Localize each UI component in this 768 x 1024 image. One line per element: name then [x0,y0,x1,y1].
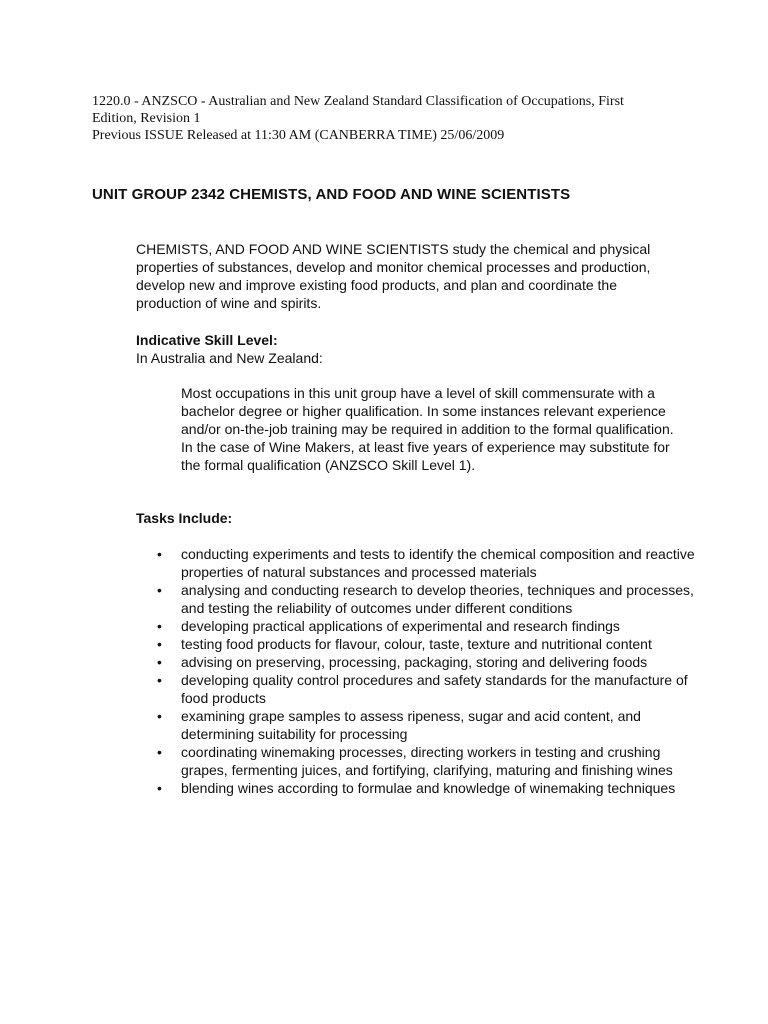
task-text: developing practical applications of experimental and research findings [181,618,620,634]
header-line-2: Edition, Revision 1 [92,111,201,126]
task-item [136,743,696,779]
bullet-icon: • [157,546,162,562]
header-line-3: Previous ISSUE Released at 11:30 AM (CANBERRA TIME) 25/06/2009 [92,128,505,143]
unit-description: CHEMISTS, AND FOOD AND WINE SCIENTISTS study the chemical and physical properties of substances, develop and monitor chemical processes and production, develop new and improve existing food products, and plan and coordinate the production of wine and spirits. [136,241,651,311]
document-header [92,93,692,144]
task-item [136,581,696,617]
bullet-icon: • [157,654,162,670]
skill-level-heading: Indicative Skill Level: [136,332,278,348]
bullet-icon: • [157,618,162,634]
task-item [136,671,696,707]
unit-group-title: UNIT GROUP 2342 CHEMISTS, AND FOOD AND WINE SCIENTISTS [92,186,571,203]
task-item [136,635,696,653]
bullet-icon: • [157,672,162,688]
task-item [136,617,696,635]
bullet-icon: • [157,582,162,598]
task-text: coordinating winemaking processes, directing workers in testing and crushing grapes, fermenting juices, and fortifying, clarifying, maturing and finishing wines [181,744,673,778]
task-item [136,779,696,797]
tasks-list [136,545,696,797]
bullet-icon: • [157,636,162,652]
tasks-heading: Tasks Include: [136,510,233,526]
skill-level-region: In Australia and New Zealand: [136,350,323,366]
task-text: advising on preserving, processing, packaging, storing and delivering foods [181,654,648,670]
task-text: developing quality control procedures and safety standards for the manufacture of food products [181,672,688,706]
task-item [136,545,696,581]
task-item [136,707,696,743]
task-text: examining grape samples to assess ripeness, sugar and acid content, and determining suitability for processing [181,708,641,742]
header-line-1: 1220.0 - ANZSCO - Australian and New Zealand Standard Classification of Occupations, First [92,94,624,109]
bullet-icon: • [157,744,162,760]
task-text: testing food products for flavour, colour, taste, texture and nutritional content [181,636,652,652]
task-text: blending wines according to formulae and knowledge of winemaking techniques [181,780,676,796]
task-text: analysing and conducting research to develop theories, techniques and processes, and testing the reliability of outcomes under different conditions [181,582,694,616]
bullet-icon: • [157,708,162,724]
skill-level-text: Most occupations in this unit group have a level of skill commensurate with a bachelor degree or higher qualification. In some instances relevant experience and/or on-the-job training may be required in addition to the formal qualification. In the case of Wine Makers, at least five years of experience may substitute for the formal qualification (ANZSCO Skill Level 1). [181,385,674,473]
task-item [136,653,696,671]
bullet-icon: • [157,780,162,796]
task-text: conducting experiments and tests to identify the chemical composition and reactive properties of natural substances and processed materials [181,546,695,580]
